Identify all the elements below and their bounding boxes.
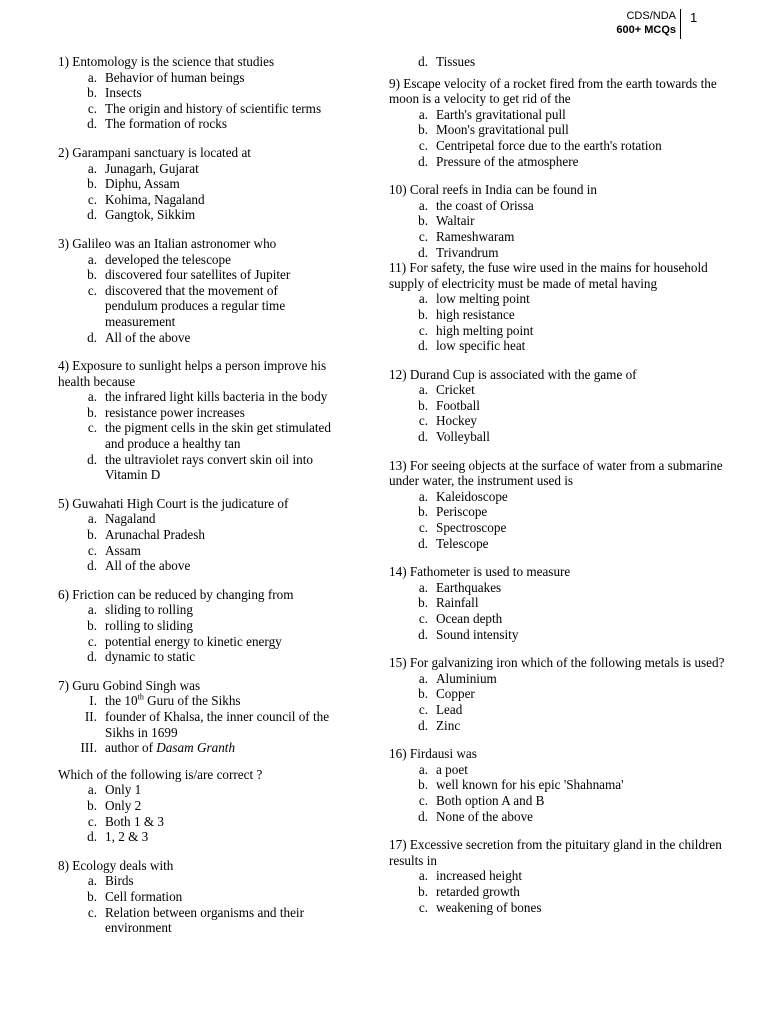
answer-option: [389, 489, 729, 505]
question-stem: 8) Ecology deals with: [58, 857, 174, 873]
header-divider: [680, 9, 681, 39]
answer-option: [58, 207, 333, 223]
answer-option: [389, 686, 729, 702]
option-text: None of the above: [436, 808, 534, 824]
option-letter: b.: [418, 306, 428, 322]
question-stem: 7) Guru Gobind Singh was: [58, 677, 201, 693]
option-text: Pressure of the atmosphere: [436, 153, 579, 169]
option-letter: d.: [87, 207, 97, 223]
answer-option: [58, 70, 333, 86]
question-stem: 6) Friction can be reduced by changing from: [58, 586, 294, 602]
option-text: rolling to sliding: [105, 618, 193, 633]
answer-option: [389, 611, 729, 627]
option-text: the ultraviolet rays convert skin oil into Vitamin D: [105, 451, 314, 483]
option-text: weakening of bones: [436, 899, 542, 915]
question-block: [389, 458, 729, 552]
option-letter: d.: [87, 451, 97, 467]
option-letter: b.: [87, 888, 97, 904]
option-letter: d.: [87, 829, 97, 845]
answer-option: [58, 873, 333, 889]
option-text: the pigment cells in the skin get stimulated and produce a healthy tan: [105, 420, 331, 452]
option-letter: a.: [87, 69, 97, 85]
left-column: [58, 54, 333, 949]
option-text: well known for his epic 'Shahnama': [436, 777, 624, 793]
answer-option: [58, 161, 333, 177]
answer-option: [389, 702, 729, 718]
answer-option: [389, 229, 729, 245]
option-text: Earth's gravitational pull: [436, 106, 566, 122]
option-letter: c.: [87, 813, 97, 829]
answer-option: [389, 762, 729, 778]
option-text: Diphu, Assam: [105, 176, 180, 192]
option-letter: b.: [418, 686, 428, 702]
option-text: Only 2: [105, 797, 142, 813]
statement-item: [58, 740, 333, 756]
option-letter: d.: [418, 153, 428, 169]
option-text: Football: [436, 397, 480, 413]
option-letter: a.: [87, 873, 97, 889]
question-stem: 14) Fathometer is used to measure: [389, 564, 571, 580]
question-stem: 16) Firdausi was: [389, 746, 477, 762]
answer-option: [58, 267, 333, 283]
option-letter: c.: [418, 611, 428, 626]
option-letter: c.: [87, 904, 97, 920]
option-letter: d.: [418, 535, 428, 551]
option-text: Junagarh, Gujarat: [105, 160, 199, 176]
question-stem: 12) Durand Cup is associated with the game of: [389, 366, 637, 382]
option-text: Insects: [105, 85, 142, 101]
question-prompt: Which of the following is/are correct ?: [58, 766, 263, 782]
statement-text: [105, 693, 333, 709]
answer-option: [389, 338, 729, 354]
answer-option: [58, 116, 333, 132]
option-letter: c.: [418, 413, 428, 429]
option-letter: b.: [418, 213, 428, 229]
option-text: the infrared light kills bacteria in the body: [105, 389, 328, 405]
option-text: The formation of rocks: [105, 116, 227, 132]
question-block: [389, 655, 729, 733]
answer-option: [389, 809, 729, 825]
option-text: the coast of Orissa: [436, 197, 534, 213]
option-letter: b.: [418, 595, 428, 611]
answer-option: [58, 330, 333, 346]
option-text: Volleyball: [436, 429, 490, 445]
right-column: [389, 54, 729, 928]
option-letter: b.: [418, 777, 428, 793]
option-text: Both option A and B: [436, 792, 545, 808]
option-letter: c.: [87, 100, 97, 116]
option-text: low specific heat: [436, 338, 526, 354]
answer-option: [58, 85, 333, 101]
option-text: Gangtok, Sikkim: [105, 207, 196, 223]
question-block-continued: [389, 54, 729, 70]
question-block: [389, 837, 729, 915]
statement-text-part: Guru of the Sikhs: [143, 693, 241, 709]
option-letter: c.: [87, 282, 97, 298]
question-block: [58, 54, 333, 132]
statement-text: founder of Khalsa, the inner council of the Sikhs in 1699: [105, 708, 330, 740]
option-letter: c.: [418, 792, 428, 808]
option-letter: c.: [418, 701, 428, 717]
header-exam: CDS/NDA: [626, 10, 676, 22]
option-letter: a.: [418, 868, 428, 884]
option-letter: b.: [87, 618, 97, 633]
option-letter: d.: [87, 329, 97, 345]
answer-option: [58, 252, 333, 268]
option-letter: a.: [87, 782, 97, 798]
option-text: Arunachal Pradesh: [105, 527, 205, 543]
answer-option: [389, 291, 729, 307]
question-block: [58, 358, 333, 483]
answer-option: [58, 782, 333, 798]
answer-option: [58, 543, 333, 559]
answer-option: [58, 634, 333, 650]
question-stem: 1) Entomology is the science that studies: [58, 54, 275, 69]
question-block: [58, 145, 333, 223]
answer-option: [389, 307, 729, 323]
header-subtitle: 600+ MCQs: [616, 24, 676, 36]
question-block: [58, 858, 333, 936]
answer-option: [58, 511, 333, 527]
answer-option: [58, 176, 333, 192]
option-text: Cell formation: [105, 888, 183, 904]
option-text: Birds: [105, 873, 134, 889]
option-text: The origin and history of scientific terms: [105, 100, 322, 116]
question-stem: 5) Guwahati High Court is the judicature of: [58, 495, 289, 511]
answer-option: [389, 536, 729, 552]
option-text: potential energy to kinetic energy: [105, 633, 282, 649]
option-letter: d.: [87, 649, 97, 665]
option-text: Sound intensity: [436, 626, 519, 642]
answer-option: [389, 580, 729, 596]
question-stem: 13) For seeing objects at the surface of water from a submarine under water, the instrument used is: [389, 457, 723, 489]
option-letter: a.: [418, 197, 428, 213]
statement-numeral: I.: [89, 693, 97, 709]
question-stem: 11) For safety, the fuse wire used in the mains for household supply of electricity must be made of metal having: [389, 260, 708, 291]
option-text: high melting point: [436, 322, 534, 338]
option-letter: b.: [87, 404, 97, 420]
option-letter: a.: [418, 106, 428, 122]
question-block: [58, 236, 333, 345]
answer-option: [389, 122, 729, 138]
option-letter: d.: [418, 626, 428, 642]
answer-option: [58, 101, 333, 117]
answer-option: [389, 671, 729, 687]
option-text: resistance power increases: [105, 404, 245, 420]
answer-option: [58, 649, 333, 665]
question-block: [389, 76, 729, 170]
option-text: sliding to rolling: [105, 602, 193, 618]
option-text: Nagaland: [105, 511, 156, 527]
answer-option: [389, 107, 729, 123]
option-text: Behavior of human beings: [105, 69, 245, 85]
statement-text-part: the 10: [105, 693, 138, 709]
answer-option: [389, 718, 729, 734]
superscript: th: [137, 692, 144, 702]
answer-option: [389, 793, 729, 809]
option-text: Rameshwaram: [436, 228, 515, 244]
answer-option: [389, 429, 729, 445]
answer-option: [58, 452, 333, 483]
option-text: Telescope: [436, 535, 489, 551]
answer-option: [389, 900, 729, 916]
page-number: 1: [690, 10, 698, 25]
option-letter: a.: [87, 602, 97, 618]
option-text: Kohima, Nagaland: [105, 191, 205, 207]
answer-option: [58, 405, 333, 421]
option-letter: a.: [87, 251, 97, 267]
answer-option: [58, 798, 333, 814]
option-text: high resistance: [436, 306, 515, 322]
answer-option: [58, 814, 333, 830]
statement-item: [58, 693, 333, 709]
option-letter: a.: [418, 291, 428, 307]
answer-option: [58, 618, 333, 634]
question-block: [389, 564, 729, 642]
option-text: Rainfall: [436, 595, 479, 611]
option-letter: d.: [418, 717, 428, 733]
option-letter: b.: [87, 176, 97, 192]
option-letter: d.: [418, 808, 428, 824]
answer-option: [58, 602, 333, 618]
option-letter: a.: [87, 511, 97, 527]
option-letter: a.: [418, 382, 428, 398]
option-letter: a.: [87, 160, 97, 176]
option-text: Both 1 & 3: [105, 813, 164, 829]
option-text: Zinc: [436, 717, 461, 733]
option-text: Copper: [436, 686, 475, 702]
option-text: 1, 2 & 3: [105, 829, 149, 845]
option-letter: b.: [87, 797, 97, 813]
answer-option: [58, 192, 333, 208]
answer-option: [389, 777, 729, 793]
answer-option: [58, 829, 333, 845]
answer-option: [389, 413, 729, 429]
answer-option: [389, 627, 729, 643]
option-text: Centripetal force due to the earth's rotation: [436, 137, 662, 153]
option-text: Lead: [436, 701, 463, 717]
statement-numeral: II.: [84, 708, 97, 724]
option-letter: b.: [418, 504, 428, 520]
option-letter: b.: [418, 883, 428, 899]
option-letter: c.: [418, 322, 428, 338]
answer-option: [58, 420, 333, 451]
question-stem: 15) For galvanizing iron which of the following metals is used?: [389, 655, 725, 671]
answer-option: [389, 213, 729, 229]
question-block: [389, 182, 729, 260]
option-text: Aluminium: [436, 670, 497, 686]
option-letter: d.: [418, 429, 428, 445]
option-text: developed the telescope: [105, 251, 231, 267]
option-text: All of the above: [105, 329, 191, 345]
option-letter: c.: [87, 633, 97, 649]
option-letter: c.: [418, 899, 428, 915]
answer-option: [58, 889, 333, 905]
answer-option: [389, 323, 729, 339]
answer-option: [389, 198, 729, 214]
question-stem: 17) Excessive secretion from the pituitary gland in the children results in: [389, 837, 722, 868]
answer-option: [389, 595, 729, 611]
option-letter: a.: [418, 670, 428, 686]
option-letter: d.: [418, 338, 428, 354]
statement-item: [58, 709, 333, 740]
answer-option: [389, 398, 729, 414]
option-text: Earthquakes: [436, 579, 502, 595]
option-text: Kaleidoscope: [436, 488, 508, 504]
question-block: [389, 260, 729, 354]
header-title-block: [616, 9, 676, 37]
question-block: [389, 367, 729, 445]
option-letter: a.: [418, 579, 428, 595]
option-text: Cricket: [436, 382, 475, 398]
option-letter: a.: [418, 761, 428, 777]
option-letter: d.: [418, 54, 428, 69]
option-letter: c.: [87, 542, 97, 558]
question-stem: 10) Coral reefs in India can be found in: [389, 182, 597, 198]
question-stem: 2) Garampani sanctuary is located at: [58, 144, 251, 160]
option-letter: d.: [418, 244, 428, 260]
option-text: Periscope: [436, 504, 488, 520]
option-letter: b.: [87, 85, 97, 101]
answer-option: [389, 54, 729, 70]
option-text: dynamic to static: [105, 649, 196, 665]
question-stem: 9) Escape velocity of a rocket fired from the earth towards the moon is a velocity to get rid of the: [389, 75, 717, 107]
option-text: Assam: [105, 542, 141, 558]
option-letter: d.: [87, 116, 97, 132]
answer-option: [389, 868, 729, 884]
option-letter: c.: [418, 137, 428, 153]
answer-option: [58, 283, 333, 330]
option-text: Moon's gravitational pull: [436, 122, 569, 138]
statement-numeral: III.: [80, 740, 97, 756]
option-text: increased height: [436, 868, 523, 884]
option-text: a poet: [436, 761, 468, 777]
option-letter: c.: [87, 420, 97, 436]
answer-option: [389, 382, 729, 398]
answer-option: [389, 520, 729, 536]
option-text: Trivandrum: [436, 244, 499, 260]
question-block: [58, 496, 333, 574]
option-text: discovered that the movement of pendulum produces a regular time measurement: [105, 282, 286, 329]
question-stem: 4) Exposure to sunlight helps a person improve his health because: [58, 358, 327, 389]
option-text: discovered four satellites of Jupiter: [105, 267, 291, 283]
statement-text-part: author of: [105, 740, 157, 756]
option-letter: c.: [418, 520, 428, 536]
option-letter: c.: [87, 191, 97, 207]
option-letter: a.: [418, 488, 428, 504]
page-header: [0, 9, 768, 39]
answer-option: [389, 245, 729, 261]
option-text: low melting point: [436, 291, 530, 307]
answer-option: [58, 527, 333, 543]
answer-option: [389, 504, 729, 520]
option-letter: c.: [418, 228, 428, 244]
option-text: Tissues: [436, 54, 476, 69]
question-stem: 3) Galileo was an Italian astronomer who: [58, 235, 277, 251]
option-text: All of the above: [105, 558, 191, 574]
option-text: Spectroscope: [436, 520, 507, 536]
option-text: Hockey: [436, 413, 478, 429]
question-block: [58, 678, 333, 845]
option-letter: b.: [418, 397, 428, 413]
answer-option: [389, 884, 729, 900]
option-text: Waltair: [436, 213, 475, 229]
book-title: Dasam Granth: [156, 740, 236, 756]
option-text: Only 1: [105, 782, 142, 798]
answer-option: [58, 389, 333, 405]
option-text: retarded growth: [436, 883, 520, 899]
option-text: Relation between organisms and their environment: [105, 904, 304, 936]
option-letter: b.: [418, 122, 428, 138]
statement-text: [105, 740, 333, 756]
answer-option: [58, 558, 333, 574]
option-letter: b.: [87, 527, 97, 543]
option-letter: a.: [87, 389, 97, 405]
option-letter: d.: [87, 558, 97, 574]
answer-option: [58, 905, 333, 936]
answer-option: [389, 154, 729, 170]
question-block: [58, 587, 333, 665]
option-text: Ocean depth: [436, 611, 503, 626]
question-block: [389, 746, 729, 824]
option-letter: b.: [87, 267, 97, 283]
answer-option: [389, 138, 729, 154]
